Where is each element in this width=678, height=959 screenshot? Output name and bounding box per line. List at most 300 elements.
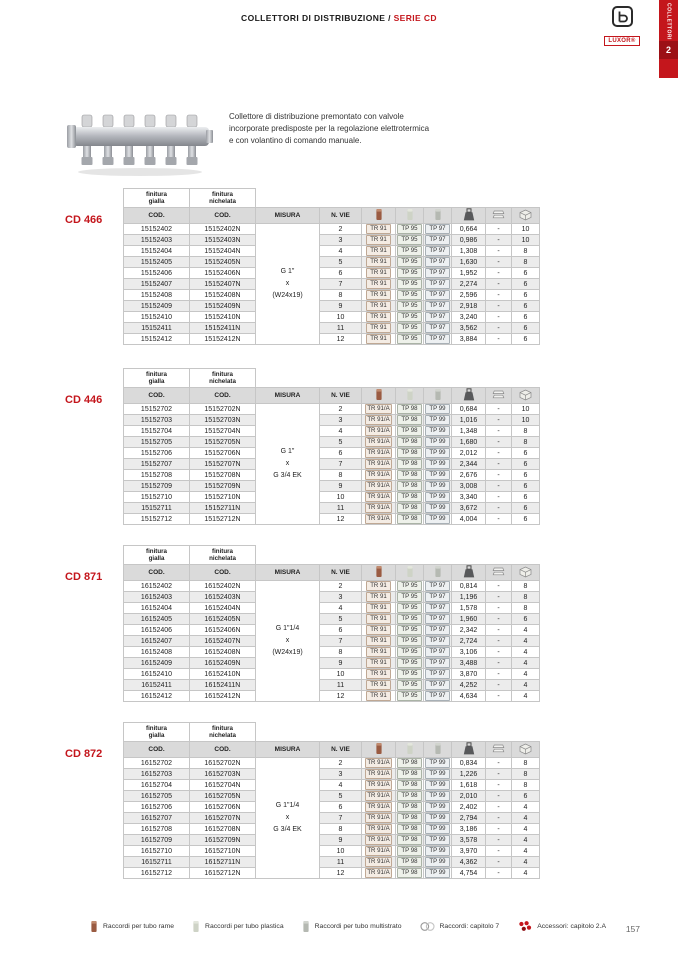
raccordo-multistrato: TP 97 [424, 691, 452, 702]
raccordo-rame: TR 91 [362, 268, 396, 279]
qty: 10 [512, 415, 540, 426]
finitura-nichelata-header: finitura nichelata [190, 189, 256, 208]
table-row [124, 323, 540, 334]
qty: 8 [512, 603, 540, 614]
legend-item [90, 920, 174, 933]
raccordo-multistrato: TP 99 [424, 481, 452, 492]
dots-icon [517, 920, 532, 933]
table-row [124, 514, 540, 525]
cod-nichelata: 15152412N [190, 334, 256, 345]
raccordo-plastica: TP 95 [396, 614, 424, 625]
dash: - [486, 581, 512, 592]
raccordo-rame: TR 91 [362, 257, 396, 268]
peso: 4,252 [452, 680, 486, 691]
n-vie: 12 [320, 334, 362, 345]
dash: - [486, 514, 512, 525]
n-vie: 5 [320, 791, 362, 802]
qty: 6 [512, 279, 540, 290]
n-vie: 5 [320, 257, 362, 268]
col-tray-icon [486, 742, 512, 758]
qty: 4 [512, 868, 540, 879]
columns-header-row [124, 742, 540, 758]
finitura-header-row [124, 723, 540, 742]
cod-nichelata: 16152412N [190, 691, 256, 702]
peso: 0,664 [452, 224, 486, 235]
n-vie: 6 [320, 448, 362, 459]
raccordo-plastica: TP 95 [396, 691, 424, 702]
cod-gialla: 16152410 [124, 669, 190, 680]
raccordo-rame: TR 91 [362, 592, 396, 603]
peso: 4,754 [452, 868, 486, 879]
peso: 2,274 [452, 279, 486, 290]
chapter-tab-label: COLLETTORI [665, 2, 672, 40]
cod-gialla: 16152405 [124, 614, 190, 625]
peso: 0,684 [452, 404, 486, 415]
cod-gialla: 15152702 [124, 404, 190, 415]
cod-gialla: 16152406 [124, 625, 190, 636]
cod-nichelata: 16152703N [190, 769, 256, 780]
raccordo-plastica: TP 98 [396, 857, 424, 868]
peso: 2,342 [452, 625, 486, 636]
raccordo-multistrato: TP 99 [424, 802, 452, 813]
qty: 4 [512, 691, 540, 702]
raccordo-multistrato: TP 97 [424, 323, 452, 334]
cod-nichelata: 16152405N [190, 614, 256, 625]
dash: - [486, 614, 512, 625]
legend-label: Raccordi per tubo plastica [205, 923, 284, 930]
model-label: CD 466 [65, 214, 103, 226]
cod-gialla: 15152703 [124, 415, 190, 426]
table-block-cd-872 [65, 722, 540, 879]
cod-nichelata: 16152407N [190, 636, 256, 647]
qty: 6 [512, 290, 540, 301]
n-vie: 10 [320, 669, 362, 680]
cod-nichelata: 15152711N [190, 503, 256, 514]
cod-gialla: 16152703 [124, 769, 190, 780]
tube-multistrato-icon [302, 920, 310, 933]
finitura-gialla-header: finitura gialla [124, 546, 190, 565]
dash: - [486, 492, 512, 503]
cod-gialla: 16152409 [124, 658, 190, 669]
n-vie: 2 [320, 758, 362, 769]
raccordo-multistrato: TP 99 [424, 415, 452, 426]
table-row [124, 758, 540, 769]
dash: - [486, 669, 512, 680]
raccordo-plastica: TP 98 [396, 813, 424, 824]
dash: - [486, 691, 512, 702]
qty: 8 [512, 426, 540, 437]
dash: - [486, 780, 512, 791]
raccordo-plastica: TP 95 [396, 647, 424, 658]
columns-header-row [124, 565, 540, 581]
peso: 1,952 [452, 268, 486, 279]
page-number: 157 [625, 924, 640, 934]
cod-nichelata: 16152403N [190, 592, 256, 603]
col-tube-multistrato-icon [424, 388, 452, 404]
cod-nichelata-header: COD. [190, 565, 256, 581]
dash: - [486, 647, 512, 658]
raccordo-plastica: TP 98 [396, 437, 424, 448]
misura-value: G 1"1/4 x (W24x19) [256, 581, 320, 702]
page-title [0, 13, 678, 23]
page-title-red: SERIE CD [393, 13, 437, 23]
qty: 6 [512, 791, 540, 802]
raccordo-rame: TR 91 [362, 581, 396, 592]
raccordo-multistrato: TP 99 [424, 857, 452, 868]
raccordo-plastica: TP 98 [396, 780, 424, 791]
finitura-gialla-header: finitura gialla [124, 723, 190, 742]
finitura-nichelata-header: finitura nichelata [190, 369, 256, 388]
peso: 2,012 [452, 448, 486, 459]
misura-header: MISURA [256, 565, 320, 581]
raccordo-plastica: TP 95 [396, 603, 424, 614]
raccordo-multistrato: TP 99 [424, 835, 452, 846]
finitura-header-spacer [256, 369, 540, 388]
cod-nichelata: 16152706N [190, 802, 256, 813]
cod-gialla: 16152707 [124, 813, 190, 824]
raccordo-rame: TR 91/A [362, 802, 396, 813]
n-vie: 10 [320, 492, 362, 503]
raccordo-multistrato: TP 97 [424, 603, 452, 614]
table-row [124, 769, 540, 780]
misura-value: G 1" x (W24x19) [256, 224, 320, 345]
dash: - [486, 312, 512, 323]
dash: - [486, 680, 512, 691]
raccordo-multistrato: TP 99 [424, 459, 452, 470]
col-tube-rame-icon [362, 208, 396, 224]
raccordo-rame: TR 91/A [362, 470, 396, 481]
cod-gialla: 16152702 [124, 758, 190, 769]
raccordo-plastica: TP 95 [396, 257, 424, 268]
product-table [123, 545, 540, 702]
chapter-tab-number: 2 [659, 41, 678, 59]
raccordo-multistrato: TP 97 [424, 301, 452, 312]
n-vie: 4 [320, 780, 362, 791]
cod-gialla: 16152404 [124, 603, 190, 614]
qty: 6 [512, 459, 540, 470]
cod-gialla: 15152704 [124, 426, 190, 437]
dash: - [486, 246, 512, 257]
n-vie: 12 [320, 868, 362, 879]
raccordo-rame: TR 91 [362, 603, 396, 614]
qty: 8 [512, 758, 540, 769]
cod-gialla-header: COD. [124, 742, 190, 758]
cod-nichelata: 15152706N [190, 448, 256, 459]
cod-nichelata: 16152702N [190, 758, 256, 769]
raccordo-multistrato: TP 99 [424, 769, 452, 780]
dash: - [486, 503, 512, 514]
raccordo-rame: TR 91/A [362, 857, 396, 868]
peso: 1,196 [452, 592, 486, 603]
col-box-icon [512, 388, 540, 404]
cod-nichelata: 16152402N [190, 581, 256, 592]
raccordo-rame: TR 91 [362, 290, 396, 301]
cod-nichelata: 15152410N [190, 312, 256, 323]
peso: 2,918 [452, 301, 486, 312]
n-vie: 7 [320, 459, 362, 470]
raccordo-multistrato: TP 97 [424, 268, 452, 279]
dash: - [486, 279, 512, 290]
raccordo-plastica: TP 95 [396, 658, 424, 669]
dash: - [486, 470, 512, 481]
peso: 3,340 [452, 492, 486, 503]
table-row [124, 846, 540, 857]
raccordo-multistrato: TP 97 [424, 636, 452, 647]
peso: 2,010 [452, 791, 486, 802]
n-vie: 8 [320, 470, 362, 481]
qty: 6 [512, 514, 540, 525]
col-tube-rame-icon [362, 388, 396, 404]
legend-label: Accessori: capitolo 2.A [537, 923, 606, 930]
cod-nichelata: 16152411N [190, 680, 256, 691]
raccordo-multistrato: TP 99 [424, 404, 452, 415]
cod-gialla: 15152411 [124, 323, 190, 334]
legend-item [192, 920, 284, 933]
peso: 3,870 [452, 669, 486, 680]
qty: 6 [512, 503, 540, 514]
table-row [124, 426, 540, 437]
raccordo-multistrato: TP 97 [424, 290, 452, 301]
dash: - [486, 334, 512, 345]
cod-gialla: 15152708 [124, 470, 190, 481]
raccordo-plastica: TP 95 [396, 224, 424, 235]
table-row [124, 481, 540, 492]
raccordo-rame: TR 91 [362, 323, 396, 334]
legend-label: Raccordi per tubo multistrato [314, 923, 402, 930]
raccordo-rame: TR 91 [362, 224, 396, 235]
col-tube-rame-icon [362, 565, 396, 581]
dash: - [486, 802, 512, 813]
raccordo-multistrato: TP 97 [424, 647, 452, 658]
raccordo-rame: TR 91 [362, 235, 396, 246]
col-box-icon [512, 565, 540, 581]
table-row [124, 334, 540, 345]
qty: 6 [512, 614, 540, 625]
cod-gialla: 15152705 [124, 437, 190, 448]
dash: - [486, 813, 512, 824]
raccordo-plastica: TP 98 [396, 758, 424, 769]
dash: - [486, 437, 512, 448]
raccordo-plastica: TP 98 [396, 791, 424, 802]
legend-item [517, 920, 606, 933]
peso: 4,004 [452, 514, 486, 525]
qty: 4 [512, 802, 540, 813]
dash: - [486, 758, 512, 769]
qty: 6 [512, 448, 540, 459]
misura-header: MISURA [256, 208, 320, 224]
cod-nichelata: 16152409N [190, 658, 256, 669]
cod-nichelata: 15152707N [190, 459, 256, 470]
raccordo-plastica: TP 95 [396, 592, 424, 603]
qty: 6 [512, 470, 540, 481]
cod-nichelata: 15152408N [190, 290, 256, 301]
raccordo-rame: TR 91/A [362, 868, 396, 879]
col-tray-icon [486, 208, 512, 224]
cod-nichelata: 16152709N [190, 835, 256, 846]
table-row [124, 279, 540, 290]
finitura-header-spacer [256, 546, 540, 565]
qty: 8 [512, 780, 540, 791]
dash: - [486, 481, 512, 492]
cod-gialla-header: COD. [124, 388, 190, 404]
qty: 4 [512, 813, 540, 824]
cod-gialla: 15152406 [124, 268, 190, 279]
dash: - [486, 404, 512, 415]
raccordo-rame: TR 91/A [362, 503, 396, 514]
col-tube-plastica-icon [396, 565, 424, 581]
cod-nichelata: 16152711N [190, 857, 256, 868]
peso: 3,240 [452, 312, 486, 323]
n-vie: 3 [320, 769, 362, 780]
raccordo-plastica: TP 98 [396, 459, 424, 470]
qty: 4 [512, 658, 540, 669]
cod-nichelata: 15152704N [190, 426, 256, 437]
raccordo-rame: TR 91/A [362, 846, 396, 857]
n-vie: 9 [320, 835, 362, 846]
cod-nichelata: 15152403N [190, 235, 256, 246]
cod-gialla: 15152405 [124, 257, 190, 268]
raccordo-multistrato: TP 99 [424, 448, 452, 459]
col-tube-multistrato-icon [424, 565, 452, 581]
peso: 2,724 [452, 636, 486, 647]
raccordo-multistrato: TP 97 [424, 680, 452, 691]
raccordo-multistrato: TP 99 [424, 514, 452, 525]
raccordo-rame: TR 91 [362, 680, 396, 691]
peso: 1,226 [452, 769, 486, 780]
cod-nichelata: 15152405N [190, 257, 256, 268]
table-row [124, 235, 540, 246]
qty: 4 [512, 636, 540, 647]
raccordo-multistrato: TP 97 [424, 592, 452, 603]
table-row [124, 492, 540, 503]
n-vie: 12 [320, 514, 362, 525]
raccordo-plastica: TP 95 [396, 581, 424, 592]
raccordo-rame: TR 91/A [362, 758, 396, 769]
cod-nichelata: 16152404N [190, 603, 256, 614]
raccordo-rame: TR 91/A [362, 813, 396, 824]
table-row [124, 581, 540, 592]
raccordo-rame: TR 91/A [362, 437, 396, 448]
raccordo-plastica: TP 98 [396, 824, 424, 835]
peso: 3,672 [452, 503, 486, 514]
cod-nichelata: 15152411N [190, 323, 256, 334]
page-title-black: COLLETTORI DI DISTRIBUZIONE / [241, 13, 391, 23]
table-row [124, 437, 540, 448]
qty: 6 [512, 268, 540, 279]
peso: 3,970 [452, 846, 486, 857]
legend-label: Raccordi per tubo rame [103, 923, 175, 930]
n-vie: 2 [320, 581, 362, 592]
n-vie: 2 [320, 224, 362, 235]
raccordo-rame: TR 91/A [362, 404, 396, 415]
columns-header-row [124, 208, 540, 224]
qty: 6 [512, 301, 540, 312]
raccordo-multistrato: TP 97 [424, 625, 452, 636]
cod-nichelata: 16152704N [190, 780, 256, 791]
dash: - [486, 824, 512, 835]
qty: 8 [512, 246, 540, 257]
cod-gialla: 16152710 [124, 846, 190, 857]
cod-gialla: 15152407 [124, 279, 190, 290]
qty: 4 [512, 625, 540, 636]
raccordo-multistrato: TP 97 [424, 246, 452, 257]
col-tray-icon [486, 565, 512, 581]
raccordo-multistrato: TP 97 [424, 334, 452, 345]
n-vie: 9 [320, 658, 362, 669]
raccordo-multistrato: TP 97 [424, 658, 452, 669]
cod-nichelata: 15152404N [190, 246, 256, 257]
table-row [124, 257, 540, 268]
nvie-header: N. VIE [320, 565, 362, 581]
raccordo-multistrato: TP 99 [424, 437, 452, 448]
table-row [124, 301, 540, 312]
cod-gialla: 16152708 [124, 824, 190, 835]
dash: - [486, 290, 512, 301]
qty: 4 [512, 647, 540, 658]
raccordo-plastica: TP 98 [396, 470, 424, 481]
dash: - [486, 636, 512, 647]
cod-gialla: 16152408 [124, 647, 190, 658]
cod-gialla: 16152712 [124, 868, 190, 879]
peso: 3,008 [452, 481, 486, 492]
qty: 4 [512, 669, 540, 680]
raccordo-rame: TR 91/A [362, 426, 396, 437]
raccordo-plastica: TP 98 [396, 503, 424, 514]
cod-nichelata: 16152707N [190, 813, 256, 824]
raccordo-rame: TR 91 [362, 312, 396, 323]
peso: 1,348 [452, 426, 486, 437]
peso: 0,814 [452, 581, 486, 592]
raccordo-multistrato: TP 97 [424, 235, 452, 246]
raccordo-multistrato: TP 99 [424, 503, 452, 514]
legend-footer [90, 920, 606, 933]
raccordo-multistrato: TP 99 [424, 758, 452, 769]
dash: - [486, 658, 512, 669]
cod-nichelata: 16152410N [190, 669, 256, 680]
cod-gialla: 15152709 [124, 481, 190, 492]
raccordo-multistrato: TP 97 [424, 669, 452, 680]
raccordo-plastica: TP 98 [396, 481, 424, 492]
cod-gialla: 15152402 [124, 224, 190, 235]
n-vie: 10 [320, 846, 362, 857]
dash: - [486, 415, 512, 426]
dash: - [486, 592, 512, 603]
table-row [124, 503, 540, 514]
cod-nichelata-header: COD. [190, 742, 256, 758]
raccordo-plastica: TP 98 [396, 404, 424, 415]
cod-nichelata: 16152408N [190, 647, 256, 658]
raccordo-rame: TR 91 [362, 636, 396, 647]
dash: - [486, 791, 512, 802]
cod-gialla: 16152709 [124, 835, 190, 846]
peso: 3,488 [452, 658, 486, 669]
table-row [124, 459, 540, 470]
raccordo-rame: TR 91/A [362, 448, 396, 459]
cod-nichelata: 16152705N [190, 791, 256, 802]
raccordo-rame: TR 91/A [362, 780, 396, 791]
misura-header: MISURA [256, 742, 320, 758]
n-vie: 12 [320, 691, 362, 702]
n-vie: 6 [320, 268, 362, 279]
misura-value: G 1" x G 3/4 EK [256, 404, 320, 525]
table-row [124, 802, 540, 813]
dash: - [486, 301, 512, 312]
product-intro [65, 106, 431, 178]
dash: - [486, 868, 512, 879]
n-vie: 9 [320, 481, 362, 492]
finitura-header-row [124, 369, 540, 388]
table-row [124, 470, 540, 481]
